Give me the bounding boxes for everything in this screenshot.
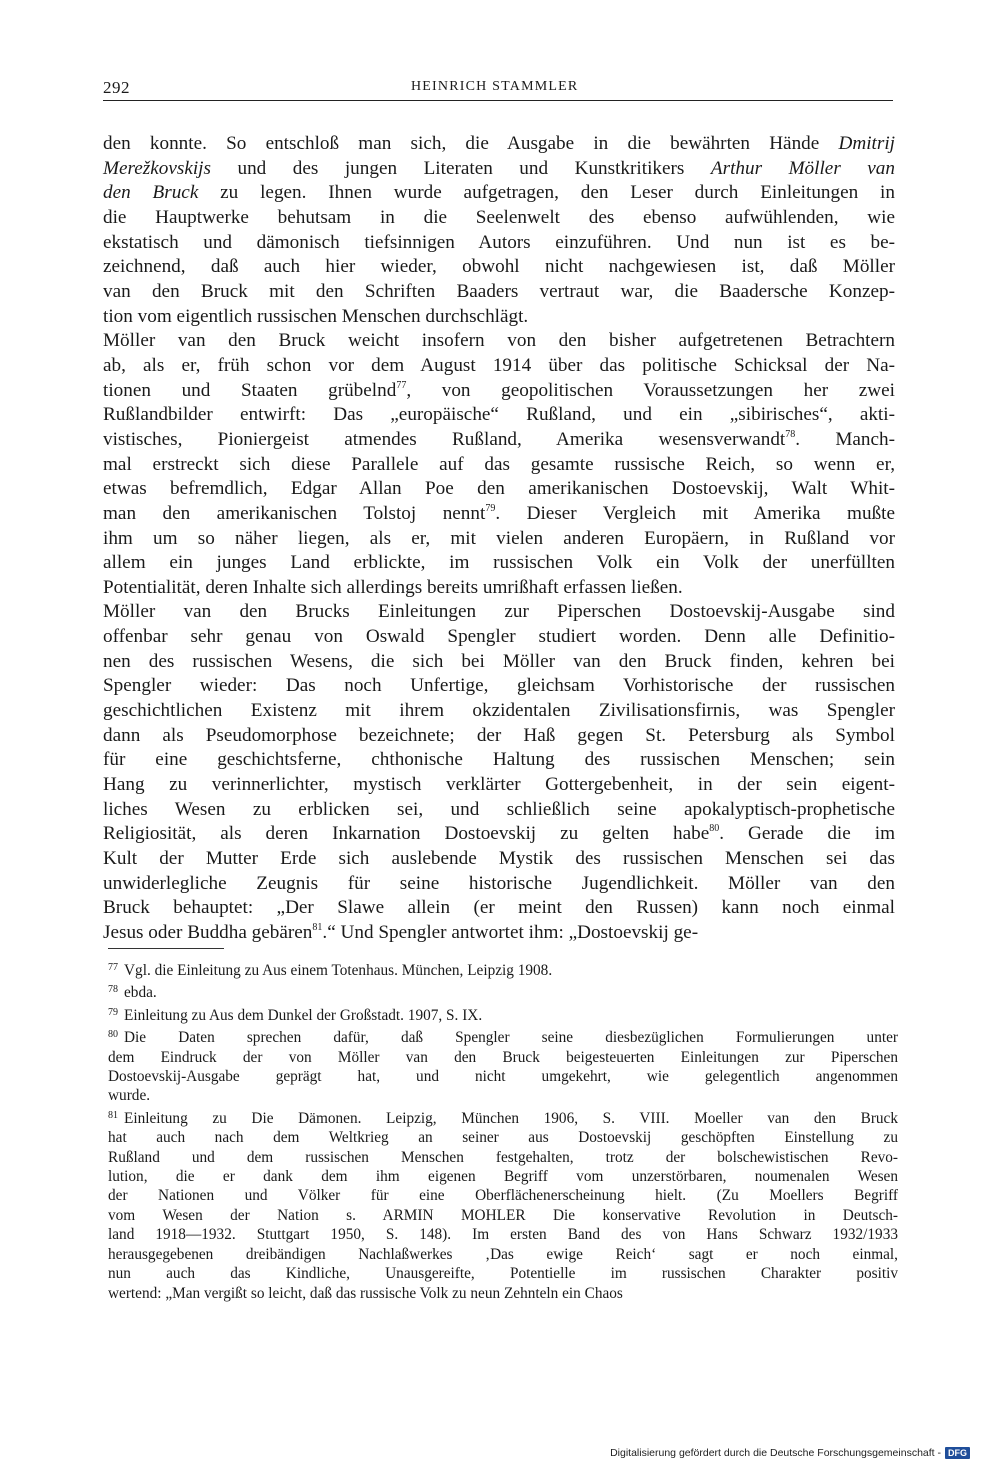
text-line: dann als Pseudomorphose bezeichnete; der Haß gegen St. Petersburg als Symbol (103, 724, 895, 746)
footnote-reference: 81 (312, 922, 323, 933)
footnote-line: $^{81}$ Einleitung zu Die Dämonen. Leipzig, München 1906, S. VIII. Moeller van den Bruck (108, 1109, 898, 1127)
footnote-line: herausgegebenen dreibändigen Nachlaßwerkes ‚Das ewige Reich‘ sagt er noch einmal, (108, 1245, 898, 1263)
text-line: Religiosität, als deren Inkarnation Dostoevskij zu gelten habe$^{80}$. Gerade die im (103, 823, 895, 845)
text-line: ihm um so näher liegen, als er, mit vielen anderen Europäern, in Rußland vor (103, 527, 895, 549)
page-number: 292 (103, 78, 130, 97)
text-line: unwiderlegliche Zeugnis für seine historische Jugendlichkeit. Möller van den (103, 872, 895, 894)
footnote-number: 81 (108, 1109, 118, 1121)
footnotes (108, 958, 898, 1303)
text-line: für eine geschichtsferne, chthonische Haltung des russischen Menschen; sein (103, 749, 895, 771)
text-line: die Hauptwerke behutsam in die Seelenwelt des ebenso aufwühlenden, wie (103, 206, 895, 228)
text-line: Merežkovskijs und des jungen Literaten und Kunstkritikers Arthur Möller van (103, 157, 895, 179)
text-line: den Bruck zu legen. Ihnen wurde aufgetragen, den Leser durch Einleitungen in (103, 182, 895, 204)
dfg-logo-badge: DFG (945, 1447, 970, 1459)
footnote-line: $^{79}$ Einleitung zu Aus dem Dunkel der Großstadt. 1907, S. IX. (108, 1006, 483, 1024)
paragraph (103, 600, 895, 945)
text-line: liches Wesen zu erblicken sei, und schließlich seine apokalyptisch-prophetische (103, 798, 895, 820)
text-line: man den amerikanischen Tolstoj nennt$^{79}$. Dieser Vergleich mit Amerika mußte (103, 502, 896, 524)
text-line: geschichtlichen Existenz mit ihrem okzidentalen Zivilisationsfirnis, was Spengler (103, 700, 895, 722)
text-line: tion vom eigentlich russischen Menschen durchschlägt. (103, 305, 529, 327)
footnote-line: dem Eindruck der von Möller van den Bruck beigesteuerten Einleitungen zur Piperschen (108, 1048, 898, 1066)
text-line: Möller van den Bruck weicht insofern von den bisher aufgetretenen Betrachtern (103, 330, 895, 352)
footnote-reference: 78 (785, 428, 796, 440)
text-line: Spengler wieder: Das noch Unfertige, gleichsam Vorhistorische der russischen (103, 675, 895, 697)
footnote-79 (108, 1003, 898, 1025)
footnote-line: lution, die er dank dem ihm eigenen Begriff vom unzerstörbaren, noumenalen Wesen (108, 1168, 898, 1186)
text-line: allem ein junges Land erblickte, im russischen Volk ein Volk der unerfüllten (103, 552, 895, 574)
text-line: Jesus oder Buddha gebären$^{81}$.“ Und Spengler antwortet ihm: „Dostoevskij ge- (103, 922, 699, 943)
text-line: Kult der Mutter Erde sich auslebende Mystik des russischen Menschen sei das (103, 848, 895, 870)
text-line: vistisches, Pioniergeist atmendes Rußland, Amerika wesensverwandt$^{78}$. Manch- (103, 428, 895, 450)
footnote-line: $^{80}$ Die Daten sprechen dafür, daß Spengler seine diesbezüglichen Formulierungen unter (108, 1029, 898, 1047)
footnote-reference: 79 (485, 502, 496, 514)
digitization-credit (610, 1447, 970, 1459)
footnote-line: $^{78}$ ebda. (108, 984, 157, 1002)
text-line: zeichnend, daß auch hier wieder, obwohl nicht nachgewiesen ist, daß Möller (103, 256, 895, 278)
footnote-reference: 80 (709, 823, 720, 835)
footnote-line: hat auch nach dem Weltkrieg an seiner aus Dostoevskij geschöpften Einstellung zu (108, 1129, 898, 1147)
text-line: Möller van den Brucks Einleitungen zur Piperschen Dostoevskij-Ausgabe sind (103, 601, 895, 623)
footnote-line: wertend: „Man vergißt so leicht, daß das russische Volk zu neun Zehnteln ein Chaos (108, 1284, 623, 1302)
text-line: van den Bruck mit den Schriften Baaders vertraut war, die Baadersche Konzep- (103, 280, 895, 302)
footnote-line: Dostoevskij-Ausgabe geprägt hat, und nicht umgekehrt, wie gelegentlich angenommen (108, 1068, 898, 1086)
paragraph (103, 329, 895, 600)
footnote-77 (108, 958, 898, 980)
footnote-line: Rußland und dem russischen Menschen festgehalten, trotz der bolschewistischen Revo- (108, 1148, 898, 1166)
text-line: Bruck behauptet: „Der Slawe allein (er meint den Russen) kann noch einmal (103, 897, 895, 919)
footnote-number: 79 (108, 1006, 118, 1018)
footnote-line: der Nationen und Völker für eine Oberflächenerscheinung hielt. (Zu Moellers Begriff (108, 1187, 898, 1205)
text-line: ekstatisch und dämonisch tiefsinnigen Autors einzuführen. Und nun ist es be- (103, 231, 895, 253)
footnote-80 (108, 1025, 898, 1106)
running-header (103, 78, 893, 101)
footnote-number: 77 (108, 962, 118, 973)
text-line: tionen und Staaten grübelnd$^{77}$, von geopolitischen Voraussetzungen her zwei (103, 379, 895, 401)
footnote-line: wurde. (108, 1087, 151, 1105)
footnote-number: 80 (108, 1029, 118, 1041)
footnote-line: $^{77}$ Vgl. die Einleitung zu Aus einem Totenhaus. München, Leipzig 1908. (108, 962, 553, 979)
text-line: Hang zu verinnerlichter, mystisch verklärter Gottergebenheit, in der sein eigent- (103, 774, 895, 796)
footnote-78 (108, 980, 898, 1002)
footnote-line: nun auch das Kindliche, Unausgereifte, Potentielle im russischen Charakter positiv (108, 1265, 898, 1283)
text-line: Potentialität, deren Inhalte sich allerdings bereits umrißhaft erfassen ließen. (103, 576, 683, 598)
text-line: mal erstreckt sich diese Parallele auf das gesamte russische Reich, so wenn er, (103, 453, 895, 475)
footnote-reference: 77 (396, 379, 407, 391)
text-line: etwas befremdlich, Edgar Allan Poe den amerikanischen Dostoevskij, Walt Whit- (103, 478, 895, 500)
footnote-separator (108, 948, 224, 949)
footnote-line: land 1918—1932. Stuttgart 1950, S. 148). Im ersten Band des von Hans Schwarz 1932/1933 (108, 1226, 898, 1244)
text-line: Rußlandbilder entwirft: Das „europäische“ Rußland, und ein „sibirisches“, akti- (103, 404, 895, 426)
text-line: offenbar sehr genau von Oswald Spengler studiert worden. Denn alle Definitio- (103, 626, 895, 648)
text-line: nen des russischen Wesens, die sich bei Möller van den Bruck finden, kehren bei (103, 650, 895, 672)
credit-text: Digitalisierung gefördert durch die Deutsche Forschungsgemeinschaft - (610, 1447, 941, 1459)
text-line: den konnte. So entschloß man sich, die Ausgabe in die bewährten Hände Dmitrij (103, 133, 895, 154)
main-text (103, 132, 895, 946)
footnote-81 (108, 1106, 898, 1303)
text-line: ab, als er, früh schon vor dem August 1914 über das politische Schicksal der Na- (103, 354, 895, 376)
paragraph (103, 132, 895, 329)
footnote-line: vom Wesen der Nation s. ARMIN MOHLER Die konservative Revolution in Deutsch- (108, 1206, 898, 1224)
running-head-author: HEINRICH STAMMLER (411, 79, 579, 94)
footnote-number: 78 (108, 984, 118, 996)
